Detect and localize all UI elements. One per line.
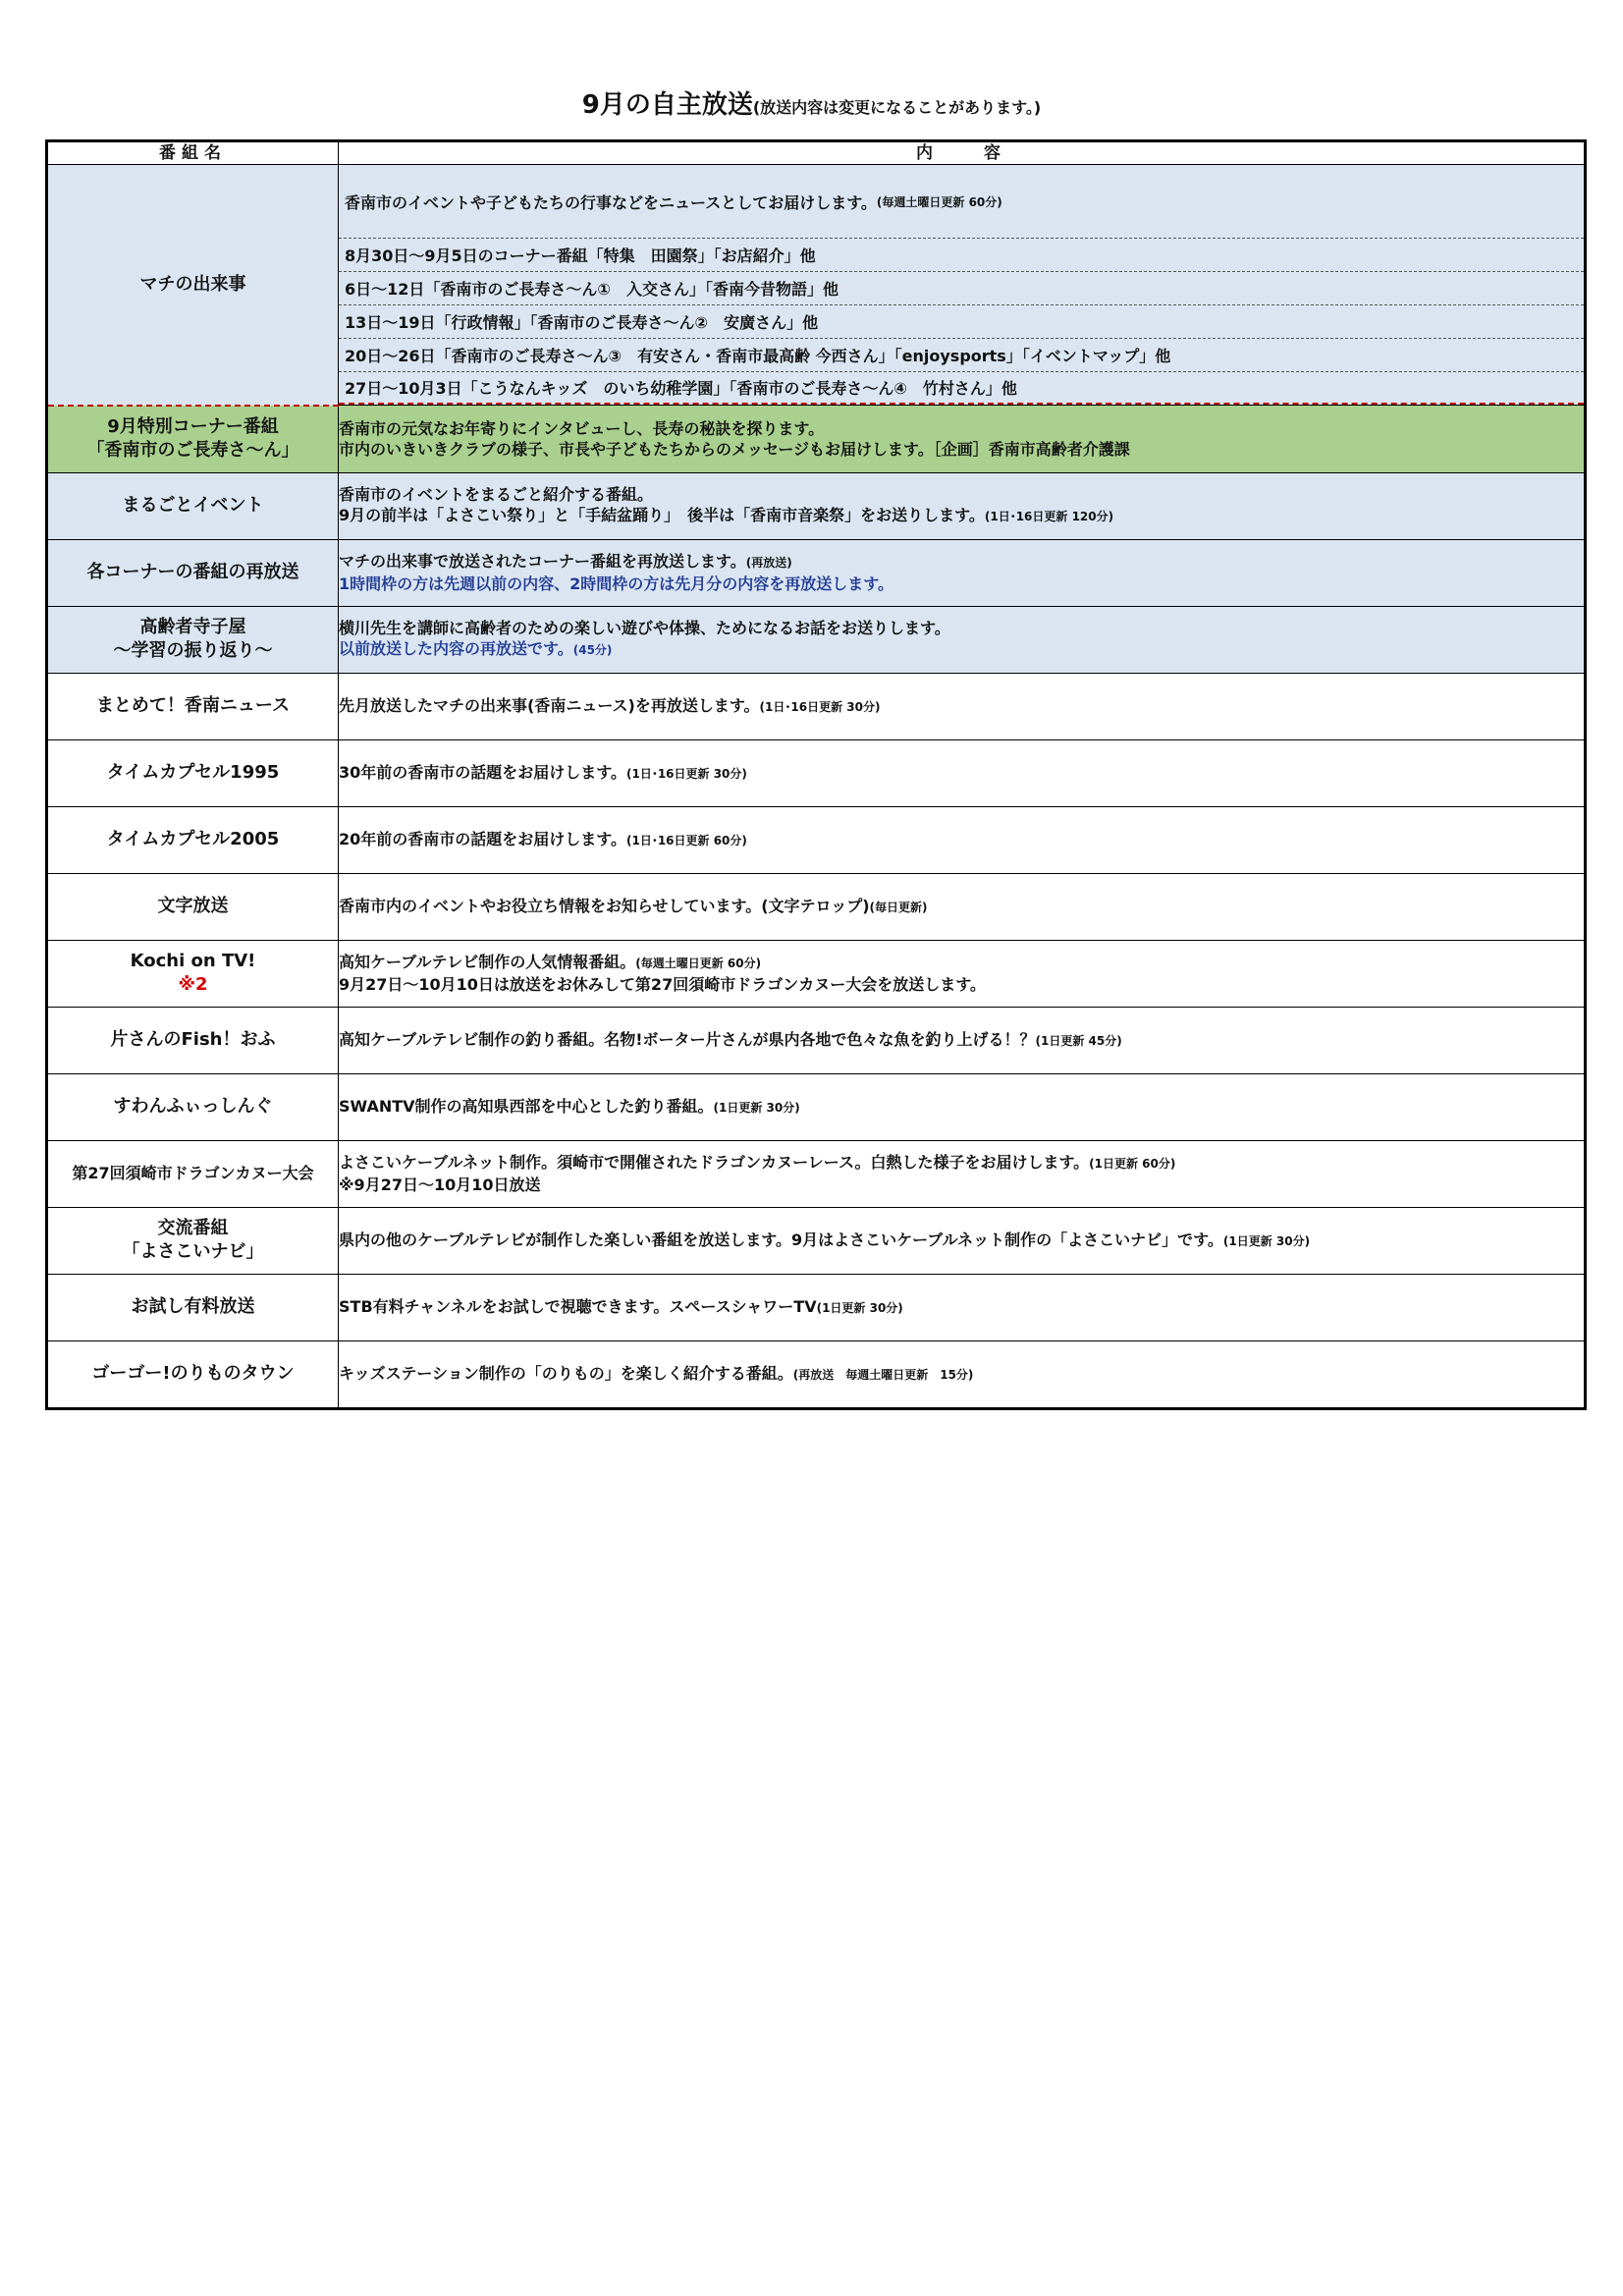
machi-week-item: 27日～10月3日「こうなんキッズ のいち幼稚学園」「香南市のご長寿さ～ん④ 竹村さん」他 xyxy=(339,371,1584,405)
table-row xyxy=(47,940,1586,1007)
table-row xyxy=(47,873,1586,940)
program-name: タイムカプセル2005 xyxy=(47,806,339,873)
header-program-name: 番組名 xyxy=(47,141,339,165)
table-row xyxy=(47,1207,1586,1274)
table-row xyxy=(47,406,1586,473)
footnote-mark: ※2 xyxy=(178,974,208,995)
page-title xyxy=(0,84,1623,121)
table-row xyxy=(47,673,1586,739)
program-name: 文字放送 xyxy=(47,873,339,940)
program-name: タイムカプセル1995 xyxy=(47,739,339,806)
program-content: よさこいケーブルネット制作。須崎市で開催されたドラゴンカヌーレース。白熱した様子をお届けします。(1日更新 60分) ※9月27日～10月10日放送 xyxy=(339,1140,1586,1207)
program-content: 香南市内のイベントやお役立ち情報をお知らせしています。(文字テロップ)(毎日更新) xyxy=(339,873,1586,940)
table-row xyxy=(47,472,1586,539)
program-name: お試し有料放送 xyxy=(47,1274,339,1340)
program-content: 20年前の香南市の話題をお届けします。(1日･16日更新 60分) xyxy=(339,806,1586,873)
title-note: (放送内容は変更になることがあります。) xyxy=(752,98,1042,117)
program-content: 30年前の香南市の話題をお届けします。(1日･16日更新 30分) xyxy=(339,739,1586,806)
table-row xyxy=(47,606,1586,673)
program-content: 香南市の元気なお年寄りにインタビューし、長寿の秘訣を探ります。 市内のいきいきクラブの様子、市長や子どもたちからのメッセージもお届けします。［企画］香南市高齢者介護課 xyxy=(339,406,1586,473)
table-row xyxy=(47,1007,1586,1073)
table-row xyxy=(47,1140,1586,1207)
table-row xyxy=(47,1340,1586,1408)
program-content: 高知ケーブルテレビ制作の釣り番組。名物!ボーター片さんが県内各地で色々な魚を釣り上げる！？(1日更新 45分) xyxy=(339,1007,1586,1073)
program-content: マチの出来事で放送されたコーナー番組を再放送します。(再放送) 1時間枠の方は先週以前の内容、2時間枠の方は先月分の内容を再放送します。 xyxy=(339,539,1586,606)
program-name: すわんふぃっしんぐ xyxy=(47,1073,339,1140)
machi-week-item: 20日～26日「香南市のご長寿さ～ん③ 有安さん・香南市最高齢 今西さん」「enjoysports」「イベントマップ」他 xyxy=(339,338,1584,371)
program-name: まるごとイベント xyxy=(47,472,339,539)
machi-week-item: 8月30日～9月5日のコーナー番組「特集 田園祭」「お店紹介」他 xyxy=(339,238,1584,271)
table-row xyxy=(47,1274,1586,1340)
program-content: 先月放送したマチの出来事(香南ニュース)を再放送します。(1日･16日更新 30分) xyxy=(339,673,1586,739)
program-name: ゴーゴー!のりものタウン xyxy=(47,1340,339,1408)
program-name: まとめて！香南ニュース xyxy=(47,673,339,739)
schedule-table xyxy=(45,139,1587,1410)
program-content: 県内の他のケーブルテレビが制作した楽しい番組を放送します。9月はよさこいケーブルネット制作の「よさこいナビ」です。(1日更新 30分) xyxy=(339,1207,1586,1274)
header-content: 内 容 xyxy=(339,141,1586,165)
program-content: 横川先生を講師に高齢者のための楽しい遊びや体操、ためになるお話をお送りします。 以前放送した内容の再放送です。(45分) xyxy=(339,606,1586,673)
machi-week-item: 13日～19日「行政情報」「香南市のご長寿さ～ん② 安廣さん」他 xyxy=(339,304,1584,338)
program-content: 香南市のイベントをまるごと紹介する番組。 9月の前半は「よさこい祭り」と「手結盆踊り」 後半は「香南市音楽祭」をお送りします。(1日･16日更新 120分) xyxy=(339,472,1586,539)
program-name: 高齢者寺子屋 ～学習の振り返り～ xyxy=(47,606,339,673)
title-main: 9月の自主放送 xyxy=(581,90,753,120)
program-name: 交流番組 「よさこいナビ」 xyxy=(47,1207,339,1274)
table-row xyxy=(47,539,1586,606)
machi-week-item: 6日～12日「香南市のご長寿さ～ん① 入交さん」「香南今昔物語」他 xyxy=(339,271,1584,304)
program-content: STB有料チャンネルをお試しで視聴できます。スペースシャワーTV(1日更新 30分) xyxy=(339,1274,1586,1340)
program-content xyxy=(339,165,1586,406)
machi-intro: 香南市のイベントや子どもたちの行事などをニュースとしてお届けします。 (毎週土曜日更新 60分) xyxy=(345,192,1002,212)
program-content: SWANTV制作の高知県西部を中心とした釣り番組。(1日更新 30分) xyxy=(339,1073,1586,1140)
table-row xyxy=(47,165,1586,406)
header-row xyxy=(47,141,1586,165)
program-name: 第27回須崎市ドラゴンカヌー大会 xyxy=(47,1140,339,1207)
table-row xyxy=(47,739,1586,806)
program-content: キッズステーション制作の「のりもの」を楽しく紹介する番組。(再放送 毎週土曜日更新 15分) xyxy=(339,1340,1586,1408)
program-name: マチの出来事 xyxy=(47,165,339,406)
program-name: 各コーナーの番組の再放送 xyxy=(47,539,339,606)
program-name: 片さんのFish！おふ xyxy=(47,1007,339,1073)
program-content: 高知ケーブルテレビ制作の人気情報番組。(毎週土曜日更新 60分) 9月27日～10月10日は放送をお休みして第27回須崎市ドラゴンカヌー大会を放送します。 xyxy=(339,940,1586,1007)
program-name: Kochi on TV! ※2 xyxy=(47,940,339,1007)
table-row xyxy=(47,1073,1586,1140)
program-name: 9月特別コーナー番組 「香南市のご長寿さ～ん」 xyxy=(47,406,339,473)
table-row xyxy=(47,806,1586,873)
